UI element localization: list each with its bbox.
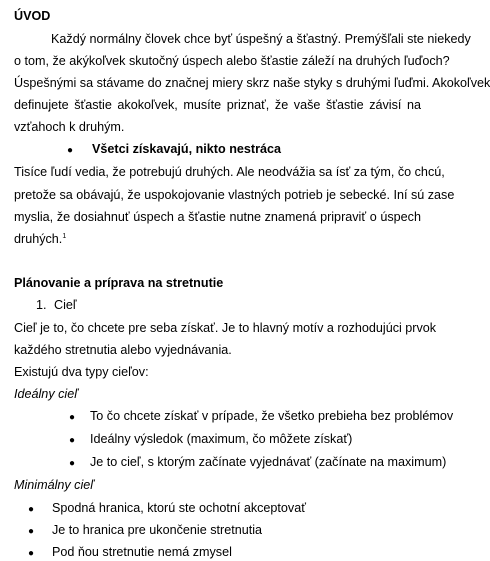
intro-line-2: o tom, že akýkoľvek skutočný úspech alebo šťastie záleží na druhých ľuďoch? <box>14 54 450 68</box>
para3-line-1: Cieľ je to, čo chcete pre seba získať. Je to hlavný motív a rozhodujúci prvok <box>14 321 437 335</box>
minimal-item-3: Pod ňou stretnutie nemá zmysel <box>52 545 232 559</box>
subheading-bullet: Všetci získavajú, nikto nestráca <box>92 142 281 156</box>
bullet-icon: ● <box>28 526 35 537</box>
bullet-icon: ● <box>69 412 76 423</box>
numbered-item-number: 1. <box>36 298 47 312</box>
para2-line-1: Tisíce ľudí vedia, že potrebujú druhých. Ale neodvážia sa ísť za tým, čo chcú, <box>14 165 445 179</box>
intro-line-5: vzťahoch k druhým. <box>14 120 125 134</box>
types-intro: Existujú dva typy cieľov: <box>14 365 149 379</box>
para2-line-3: myslia, že dosiahnuť úspech a šťastie nutne znamená pripraviť o úspech <box>14 210 421 224</box>
heading-uvod: ÚVOD <box>14 9 51 23</box>
bullet-icon: ● <box>28 504 35 515</box>
footnote-marker[interactable]: 1 <box>62 233 67 240</box>
para2-line-4 <box>14 232 66 247</box>
minimal-item-1: Spodná hranica, ktorú ste ochotní akceptovať <box>52 501 306 515</box>
intro-line-1: Každý normálny človek chce byť úspešný a šťastný. Premýšľali ste niekedy <box>51 32 471 46</box>
heading-planning: Plánovanie a príprava na stretnutie <box>14 276 224 290</box>
minimal-label: Minimálny cieľ <box>14 478 94 492</box>
para2-last-text: druhých. <box>14 232 63 246</box>
bullet-icon: ● <box>67 145 74 156</box>
ideal-item-1: To čo chcete získať v prípade, že všetko prebieha bez problémov <box>90 409 454 423</box>
bullet-icon: ● <box>28 548 35 559</box>
intro-line-3: Úspešnými sa stávame do značnej miery skrz naše styky s druhými ľuďmi. Akokoľvek <box>14 76 490 90</box>
para3-line-2: každého stretnutia alebo vyjednávania. <box>14 343 232 357</box>
ideal-item-2: Ideálny výsledok (maximum, čo môžete získať) <box>90 432 353 446</box>
para2-line-2: pretože sa obávajú, že uspokojovanie vlastných potrieb je sebecké. Iní sú zase <box>14 188 455 202</box>
ideal-label: Ideálny cieľ <box>14 387 78 401</box>
ideal-item-3: Je to cieľ, s ktorým začínate vyjednávať (začínate na maximum) <box>90 455 447 469</box>
intro-line-4: definujete šťastie akokoľvek, musíte priznať, že vaše šťastie závisí na <box>14 98 421 112</box>
bullet-icon: ● <box>69 458 76 469</box>
minimal-item-2: Je to hranica pre ukončenie stretnutia <box>52 523 263 537</box>
numbered-item-label: Cieľ <box>54 298 77 312</box>
bullet-icon: ● <box>69 435 76 446</box>
